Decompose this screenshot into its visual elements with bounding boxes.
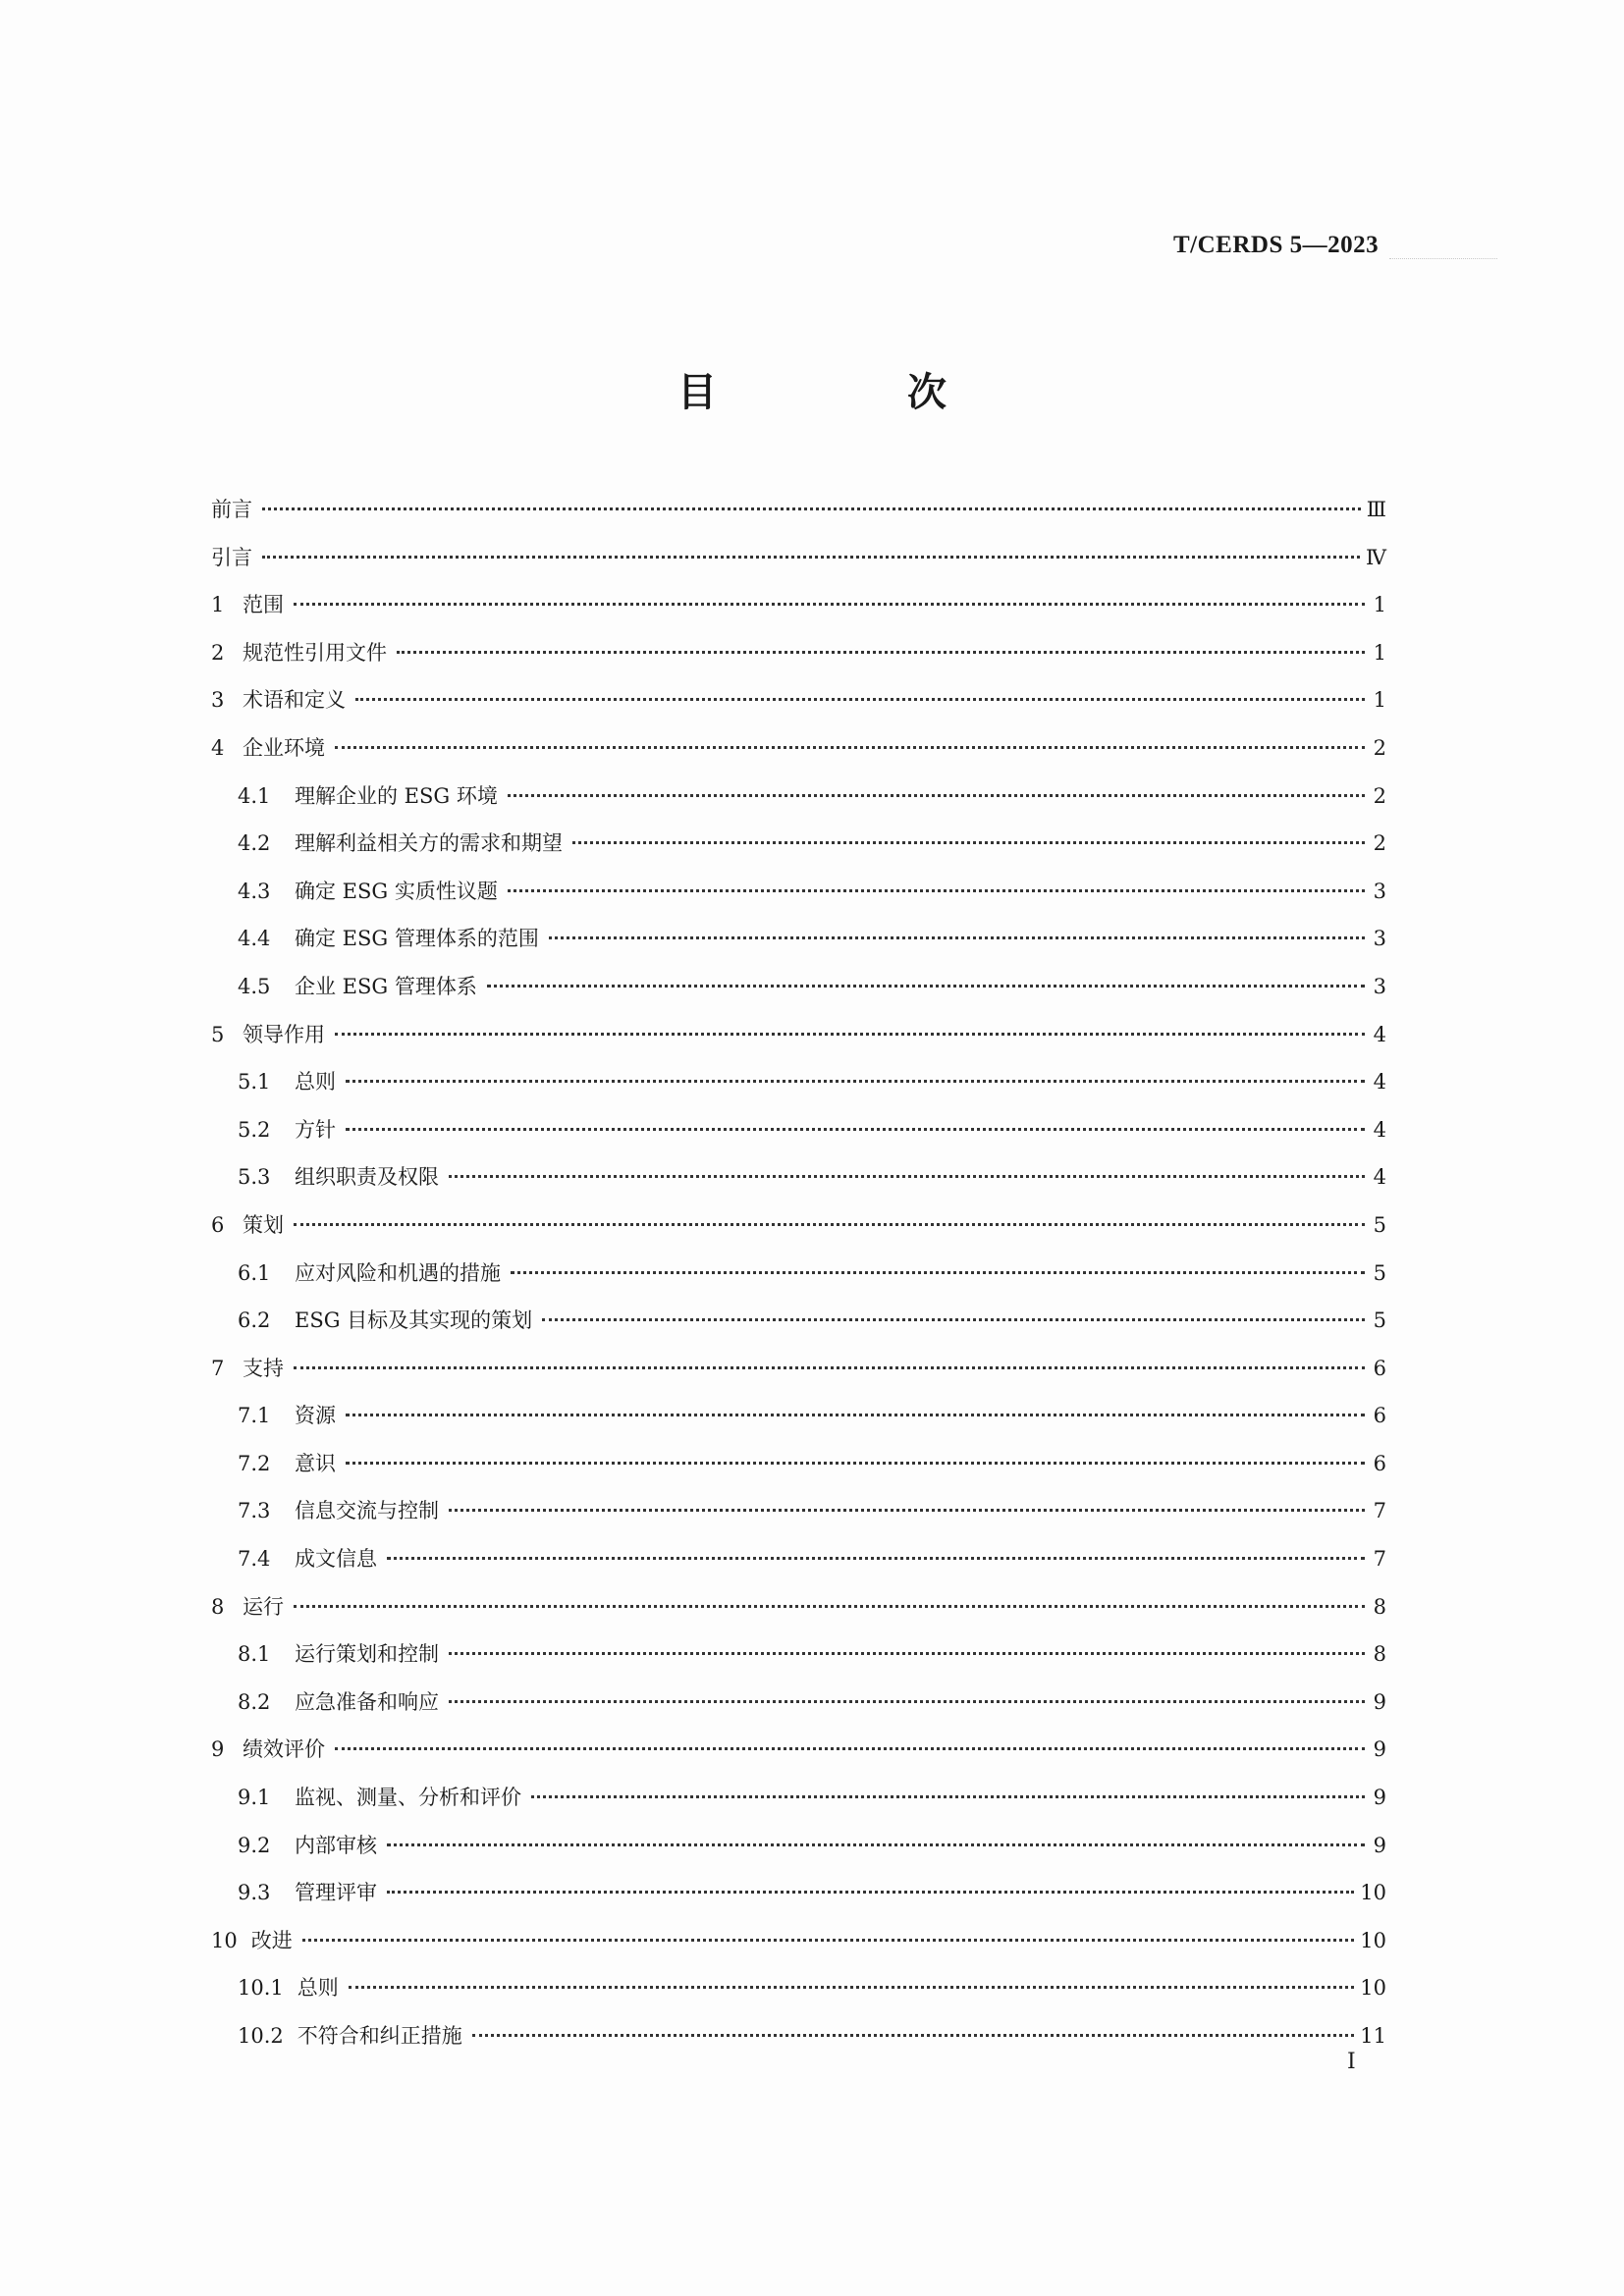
toc-entry[interactable]	[211, 1734, 1386, 1782]
toc-entry[interactable]	[211, 1686, 1386, 1735]
toc-entry-number: 2	[211, 640, 225, 665]
toc-entry[interactable]	[211, 589, 1386, 637]
toc-entry-page: 3	[1373, 879, 1386, 903]
toc-entry[interactable]	[211, 1161, 1386, 1209]
toc-entry[interactable]	[211, 1209, 1386, 1257]
toc-entry-title: 信息交流与控制	[295, 1499, 439, 1523]
toc-entry-page: 10	[1360, 1881, 1386, 1905]
toc-dot-leader	[262, 556, 1360, 559]
toc-entry[interactable]	[211, 732, 1386, 780]
toc-entry-number: 5.1	[238, 1070, 271, 1095]
toc-dot-leader	[472, 2034, 1355, 2037]
toc-dot-leader	[449, 1509, 1365, 1512]
toc-entry-page: 6	[1373, 1356, 1386, 1380]
toc-entry-page: 2	[1373, 831, 1386, 856]
toc-entry[interactable]	[211, 1543, 1386, 1591]
toc-entry-page: 8	[1373, 1594, 1386, 1619]
toc-entry-page: 8	[1373, 1642, 1386, 1667]
toc-entry[interactable]	[211, 1638, 1386, 1686]
toc-entry-title: 企业环境	[243, 735, 325, 760]
toc-dot-leader	[346, 1128, 1365, 1131]
toc-entry-number: 8.2	[238, 1689, 271, 1714]
toc-entry-number: 6	[211, 1212, 225, 1237]
toc-entry-number: 10.2	[238, 2024, 284, 2048]
toc-entry[interactable]	[211, 1448, 1386, 1496]
toc-entry-number: 6.2	[238, 1308, 271, 1333]
toc-entry-title: 总则	[295, 1070, 336, 1095]
toc-entry-title: 前言	[211, 498, 252, 521]
toc-entry-title: 理解利益相关方的需求和期望	[295, 831, 563, 856]
toc-entry-title: 策划	[243, 1212, 284, 1237]
toc-entry-page: 9	[1373, 1833, 1386, 1857]
toc-entry-page: 10	[1360, 1976, 1386, 2001]
toc-entry-title: 内部审核	[295, 1833, 377, 1857]
toc-title: 目 次	[677, 370, 1035, 415]
toc-entry-number: 4.3	[238, 879, 271, 903]
toc-entry-number: 4.5	[238, 974, 271, 998]
toc-entry-title: 资源	[295, 1404, 336, 1428]
toc-entry-page: 7	[1373, 1499, 1386, 1523]
table-of-contents	[211, 494, 1386, 2068]
toc-entry-page: Ⅳ	[1366, 545, 1386, 569]
toc-dot-leader	[487, 985, 1365, 988]
toc-entry[interactable]	[211, 1925, 1386, 1973]
toc-dot-leader	[549, 936, 1365, 939]
toc-entry[interactable]	[211, 1877, 1386, 1925]
toc-entry[interactable]	[211, 923, 1386, 971]
toc-entry-page: 5	[1373, 1212, 1386, 1237]
toc-entry[interactable]	[211, 1972, 1386, 2020]
toc-entry-page: 7	[1373, 1547, 1386, 1572]
toc-dot-leader	[346, 1414, 1365, 1416]
toc-entry[interactable]	[211, 1782, 1386, 1830]
page-number: I	[1347, 2050, 1356, 2074]
toc-entry-title: 方针	[295, 1117, 336, 1142]
toc-entry-title: 不符合和纠正措施	[297, 2024, 462, 2048]
toc-dot-leader	[397, 651, 1365, 654]
toc-entry[interactable]	[211, 1353, 1386, 1401]
toc-entry-title: 运行策划和控制	[295, 1642, 439, 1667]
toc-dot-leader	[335, 1033, 1365, 1036]
toc-dot-leader	[387, 1891, 1354, 1894]
toc-entry-number: 5.3	[238, 1165, 271, 1190]
toc-entry-number: 9.2	[238, 1833, 271, 1857]
toc-entry[interactable]	[211, 1114, 1386, 1162]
toc-entry-number: 7.1	[238, 1404, 271, 1428]
toc-entry-title: 支持	[243, 1356, 284, 1380]
toc-dot-leader	[294, 603, 1365, 606]
toc-entry-title: 规范性引用文件	[243, 640, 387, 665]
toc-dot-leader	[335, 1747, 1365, 1750]
toc-entry-number: 7.2	[238, 1451, 271, 1475]
toc-entry[interactable]	[211, 1400, 1386, 1448]
toc-entry-page: 1	[1373, 688, 1386, 713]
toc-entry-title: 监视、测量、分析和评价	[295, 1786, 521, 1810]
toc-entry-page: 6	[1373, 1404, 1386, 1428]
toc-entry-number: 10.1	[238, 1976, 284, 2001]
toc-entry-page: 1	[1373, 640, 1386, 665]
toc-dot-leader	[449, 1700, 1365, 1703]
toc-entry-page: 10	[1360, 1928, 1386, 1952]
toc-entry-number: 8	[211, 1594, 225, 1619]
toc-entry-number: 9	[211, 1737, 225, 1762]
toc-entry-number: 9.3	[238, 1881, 271, 1905]
toc-entry-title: 运行	[243, 1594, 284, 1619]
toc-dot-leader	[449, 1175, 1365, 1178]
toc-dot-leader	[302, 1939, 1355, 1942]
toc-entry-number: 4.4	[238, 927, 271, 951]
toc-entry[interactable]	[211, 1257, 1386, 1306]
toc-entry-number: 4.1	[238, 783, 271, 808]
toc-dot-leader	[355, 698, 1365, 701]
toc-entry[interactable]	[211, 494, 1386, 542]
toc-entry-page: 5	[1373, 1308, 1386, 1333]
toc-entry-title: 领导作用	[243, 1022, 325, 1046]
toc-dot-leader	[531, 1795, 1365, 1798]
toc-entry-page: 2	[1373, 783, 1386, 808]
toc-entry-page: 4	[1373, 1165, 1386, 1190]
toc-entry[interactable]	[211, 1495, 1386, 1543]
toc-entry-page: 9	[1373, 1786, 1386, 1810]
toc-dot-leader	[508, 794, 1365, 797]
toc-entry-title: 确定 ESG 实质性议题	[295, 879, 498, 903]
toc-entry-number: 6.1	[238, 1260, 271, 1285]
toc-entry-page: 5	[1373, 1260, 1386, 1285]
toc-dot-leader	[294, 1605, 1365, 1608]
toc-entry[interactable]	[211, 1830, 1386, 1878]
toc-entry[interactable]	[211, 1591, 1386, 1639]
toc-entry-number: 5	[211, 1022, 225, 1046]
toc-dot-leader	[542, 1318, 1365, 1321]
toc-entry[interactable]	[211, 637, 1386, 685]
toc-entry-number: 3	[211, 688, 225, 713]
toc-entry-page: Ⅲ	[1366, 498, 1386, 521]
toc-dot-leader	[335, 746, 1365, 749]
toc-entry[interactable]	[211, 1019, 1386, 1067]
toc-entry-title: 确定 ESG 管理体系的范围	[295, 927, 539, 951]
toc-dot-leader	[449, 1652, 1365, 1655]
toc-dot-leader	[511, 1271, 1365, 1274]
toc-entry-page: 9	[1373, 1737, 1386, 1762]
toc-entry-title: 组织职责及权限	[295, 1165, 439, 1190]
toc-entry-page: 11	[1360, 2024, 1386, 2048]
toc-dot-leader	[387, 1557, 1365, 1560]
toc-dot-leader	[349, 1986, 1355, 1989]
toc-entry-page: 4	[1373, 1117, 1386, 1142]
toc-entry-number: 7.3	[238, 1499, 271, 1523]
toc-entry-title: 理解企业的 ESG 环境	[295, 783, 498, 808]
document-code: T/CERDS 5—2023	[1173, 232, 1380, 258]
toc-entry-page: 3	[1373, 927, 1386, 951]
toc-dot-leader	[294, 1223, 1365, 1226]
toc-entry-title: 总则	[297, 1976, 339, 2001]
toc-entry-number: 4.2	[238, 831, 271, 856]
toc-entry-page: 3	[1373, 974, 1386, 998]
toc-entry-page: 1	[1373, 593, 1386, 617]
toc-entry[interactable]	[211, 780, 1386, 828]
toc-entry-title: 成文信息	[295, 1547, 377, 1572]
toc-entry[interactable]	[211, 971, 1386, 1019]
toc-entry-number: 7	[211, 1356, 225, 1380]
toc-entry-title: 改进	[250, 1928, 293, 1952]
toc-entry-title: 绩效评价	[243, 1737, 325, 1762]
toc-entry-number: 5.2	[238, 1117, 271, 1142]
toc-dot-leader	[387, 1843, 1365, 1846]
toc-dot-leader	[346, 1080, 1365, 1083]
toc-entry-number: 1	[211, 593, 225, 617]
toc-entry-number: 10	[211, 1928, 238, 1952]
toc-entry-number: 8.1	[238, 1642, 271, 1667]
toc-entry[interactable]	[211, 542, 1386, 590]
toc-entry[interactable]	[211, 2020, 1386, 2068]
toc-entry-page: 9	[1373, 1689, 1386, 1714]
toc-entry-number: 7.4	[238, 1547, 271, 1572]
toc-entry-title: ESG 目标及其实现的策划	[295, 1308, 533, 1333]
toc-dot-leader	[346, 1462, 1365, 1465]
toc-entry[interactable]	[211, 1305, 1386, 1353]
toc-entry-title: 引言	[211, 545, 252, 569]
toc-entry-title: 范围	[243, 593, 284, 617]
toc-entry-title: 企业 ESG 管理体系	[295, 974, 477, 998]
toc-entry-title: 管理评审	[295, 1881, 377, 1905]
toc-entry-page: 4	[1373, 1022, 1386, 1046]
toc-dot-leader	[294, 1366, 1365, 1369]
toc-entry[interactable]	[211, 828, 1386, 876]
toc-entry-title: 意识	[295, 1451, 336, 1475]
toc-entry-page: 6	[1373, 1451, 1386, 1475]
toc-entry-page: 2	[1373, 735, 1386, 760]
toc-dot-leader	[508, 889, 1365, 892]
toc-entry-title: 应急准备和响应	[295, 1689, 439, 1714]
toc-entry-page: 4	[1373, 1070, 1386, 1095]
toc-entry-number: 9.1	[238, 1786, 271, 1810]
toc-dot-leader	[572, 841, 1365, 844]
toc-entry[interactable]	[211, 684, 1386, 732]
toc-dot-leader	[262, 507, 1361, 510]
toc-entry[interactable]	[211, 1066, 1386, 1114]
toc-entry-title: 应对风险和机遇的措施	[295, 1260, 501, 1285]
header-rule	[1389, 258, 1497, 259]
toc-entry-number: 4	[211, 735, 225, 760]
toc-entry-title: 术语和定义	[243, 688, 346, 713]
toc-entry[interactable]	[211, 876, 1386, 924]
